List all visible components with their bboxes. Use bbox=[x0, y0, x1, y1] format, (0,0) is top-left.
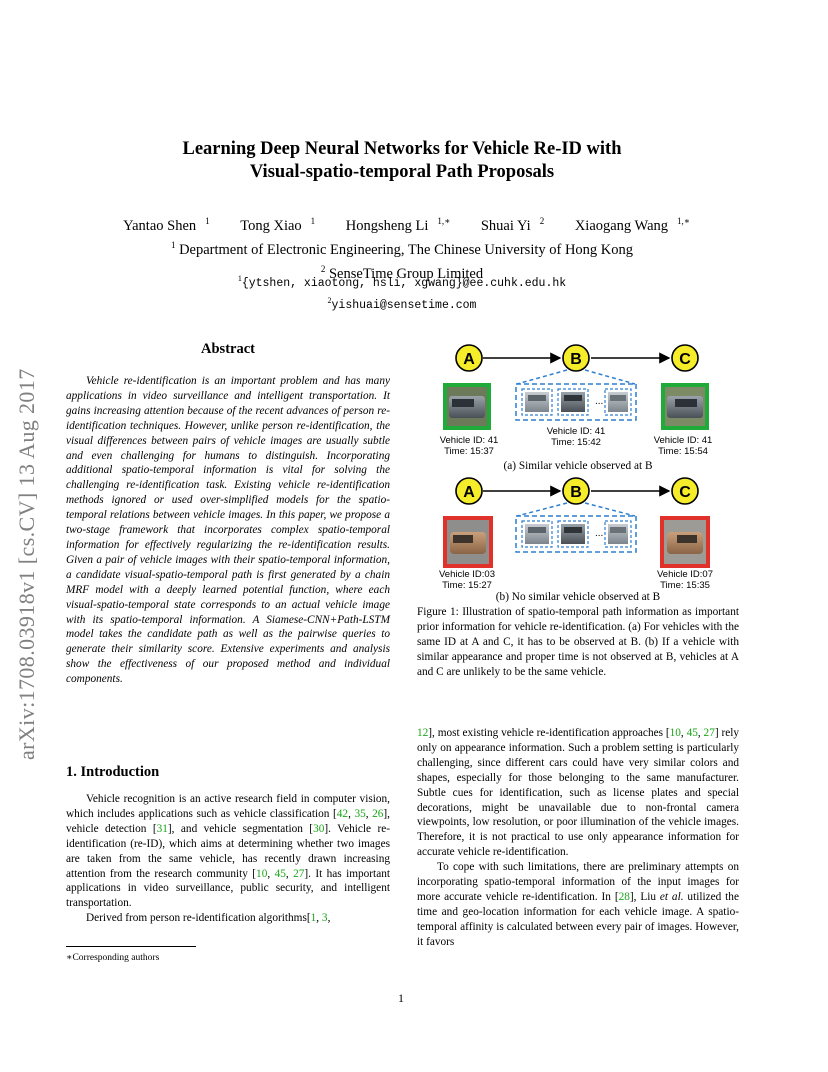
node-b bbox=[563, 345, 589, 371]
figure-1 bbox=[417, 338, 739, 606]
time-label: Time: 15:37 bbox=[444, 446, 494, 457]
node-a bbox=[456, 478, 482, 504]
subcaption-b: (b) No similar vehicle observed at B bbox=[495, 591, 661, 603]
citation-link[interactable]: 45 bbox=[686, 727, 698, 739]
author-list bbox=[80, 212, 724, 236]
footnote-divider bbox=[66, 946, 196, 947]
node-c bbox=[672, 478, 698, 504]
paragraph: Derived from person re-identification algorithms[1, 3, bbox=[86, 912, 331, 925]
vehicle-id-label: Vehicle ID:03 bbox=[439, 569, 495, 580]
vehicle-thumbnail bbox=[558, 521, 588, 547]
ellipsis: ... bbox=[595, 396, 604, 407]
panel-a bbox=[440, 345, 713, 457]
citation-link[interactable]: 27 bbox=[703, 727, 715, 739]
page-number: 1 bbox=[398, 991, 404, 1005]
author: Yantao Shen $^1$ bbox=[123, 216, 210, 234]
figure-caption: Figure 1: Illustration of spatio-temporal path information as important prior information for vehicle re-identification. (a) For vehicles with the same ID at A and C, it has to be observed at B. (b) If a vehicle with similar appearance and proper time is not observed at B, vehicles at A and C are unlikely to be the same vehicle. bbox=[417, 606, 739, 678]
node-b bbox=[563, 478, 589, 504]
email-2: $^2$yishuai@sensetime.com bbox=[327, 295, 477, 312]
node-c bbox=[672, 345, 698, 371]
citation-link[interactable]: 28 bbox=[618, 890, 630, 903]
citation-link[interactable]: 45 bbox=[274, 867, 286, 880]
paper-title bbox=[100, 138, 704, 184]
author: Tong Xiao $^1$ bbox=[240, 216, 316, 234]
vehicle-id-label: Vehicle ID:07 bbox=[657, 569, 713, 580]
svg-text:B: B bbox=[570, 484, 582, 501]
vehicle-thumbnail bbox=[522, 521, 552, 547]
paragraph: To cope with such limitations, there are preliminary attempts on incorporating spatio-temporal information of the input images for more accurate vehicle re-identification. In [28], Liu et al. utilized the time and geo-location information for each vehicle image. A spatio-temporal affinity is calculated between every pair of images. However, it favors bbox=[417, 861, 739, 948]
affiliation-2: $^2$ SenseTime Group Limited bbox=[320, 263, 484, 282]
citation-link[interactable]: 3 bbox=[321, 912, 328, 925]
citation-link[interactable]: 30 bbox=[313, 822, 325, 835]
panel-b bbox=[439, 478, 713, 591]
svg-text:B: B bbox=[570, 351, 582, 368]
citation-link[interactable]: 10 bbox=[256, 867, 268, 880]
right-column-text bbox=[417, 726, 739, 950]
arxiv-stamp: arXiv:1708.03918v1 [cs.CV] 13 Aug 2017 bbox=[14, 368, 39, 760]
time-label: Time: 15:35 bbox=[660, 580, 710, 591]
author: Hongsheng Li $^{1,∗}$ bbox=[345, 216, 451, 234]
svg-text:A: A bbox=[463, 351, 475, 368]
footnote: ∗Corresponding authors bbox=[66, 953, 160, 963]
time-label: Time: 15:42 bbox=[551, 437, 601, 448]
affiliation-1: $^1$ Department of Electronic Engineering, The Chinese University of Hong Kong bbox=[170, 239, 634, 258]
citation-link[interactable]: 42 bbox=[336, 807, 349, 820]
abstract-heading: Abstract bbox=[201, 341, 255, 357]
paragraph: Vehicle recognition is an active research field in computer vision, which includes applications such as vehicle classification [42, 35, 26], vehicle detection [31], and vehicle segmentation [30]. Vehicle re-identification (re-ID), which aims at determining whether two images are taken from the same vehicle, has recently drawn increasing attention from the research community [10, 45, 27]. It has important applications in video surveillance, public security, and intelligent transportation. bbox=[66, 793, 390, 910]
vehicle-image-c bbox=[661, 383, 709, 430]
author: Xiaogang Wang $^{1,∗}$ bbox=[574, 216, 690, 234]
author: Shuai Yi $^2$ bbox=[480, 216, 545, 234]
subcaption-a: (a) Similar vehicle observed at B bbox=[503, 460, 653, 472]
vehicle-thumbnail bbox=[605, 389, 631, 415]
ellipsis: ... bbox=[595, 528, 604, 539]
svg-text:C: C bbox=[679, 484, 691, 501]
time-label: Time: 15:54 bbox=[658, 446, 708, 457]
email-block bbox=[100, 270, 704, 314]
title-line-1: Learning Deep Neural Networks for Vehicle Re-ID with bbox=[182, 139, 622, 159]
introduction-text bbox=[66, 792, 390, 926]
vehicle-image-c bbox=[660, 516, 710, 568]
vehicle-image-a bbox=[443, 516, 493, 568]
section-heading-introduction: 1. Introduction bbox=[66, 764, 160, 780]
vehicle-id-label: Vehicle ID: 41 bbox=[653, 435, 713, 446]
vehicle-image-a bbox=[443, 383, 491, 430]
citation-link[interactable]: 12 bbox=[417, 727, 429, 739]
citation-link[interactable]: 35 bbox=[354, 807, 366, 820]
citation-link[interactable]: 26 bbox=[372, 807, 384, 820]
vehicle-id-label: Vehicle ID: 41 bbox=[546, 426, 606, 437]
node-a bbox=[456, 345, 482, 371]
citation-link[interactable]: 27 bbox=[293, 867, 305, 880]
paragraph: 12], most existing vehicle re-identification approaches [10, 45, 27] rely only on appearance information. Such a problem setting is particularly challenging, since different cars could have very similar colors and shapes, especially for those belonging to the same manufacturer. Subtle cues for identification, such as license plates and special decorations, might be unavailable due to non-frontal camera viewpoints, low resolution, or poor illumination of the vehicle images. Therefore, it is not practical to use only appearance information for accurate vehicle re-identification. bbox=[417, 727, 740, 859]
citation-link[interactable]: 1 bbox=[310, 912, 317, 925]
time-label: Time: 15:27 bbox=[442, 580, 492, 591]
svg-text:A: A bbox=[463, 484, 475, 501]
vehicle-thumbnail bbox=[605, 521, 631, 547]
title-line-2: Visual-spatio-temporal Path Proposals bbox=[249, 162, 555, 182]
citation-link[interactable]: 31 bbox=[156, 822, 168, 835]
vehicle-thumbnail bbox=[558, 389, 588, 415]
vehicle-thumbnail bbox=[522, 389, 552, 415]
vehicle-id-label: Vehicle ID: 41 bbox=[439, 435, 499, 446]
email-1: $^1${ytshen, xiaotong, hsli, xgwang}@ee.cuhk.edu.hk bbox=[237, 274, 567, 290]
svg-text:C: C bbox=[679, 351, 691, 368]
abstract-text: Vehicle re-identification is an important problem and has many applications in video surveillance and intelligent transportation. It gains increasing attention because of the recent advances of person re-identification techniques. However, unlike person re-identification, the visual differences between pairs of vehicle images are usually subtle and even challenging for humans to distinguish. Incorporating additional spatio-temporal information is vital for solving the challenging re-identification task. Existing vehicle re-identification methods ignored or used over-simplified models for the spatio-temporal relations between vehicle images. In this paper, we propose a two-stage framework that incorporates complex spatio-temporal information for effectively regularizing the re-identification results. Given a pair of vehicle images with their spatio-temporal information, a candidate visual-spatio-temporal path is first generated by a chain MRF model with a deeply learned potential function, where each visual-spatio-temporal state corresponds to an actual vehicle image with its spatio-temporal information. A Siamese-CNN+Path-LSTM model takes the candidate path as well as the pairwise queries to generate their similarity score. Extensive experiments and analysis show the effectiveness of our proposed method and individual components. bbox=[66, 375, 390, 686]
citation-link[interactable]: 10 bbox=[669, 727, 681, 739]
